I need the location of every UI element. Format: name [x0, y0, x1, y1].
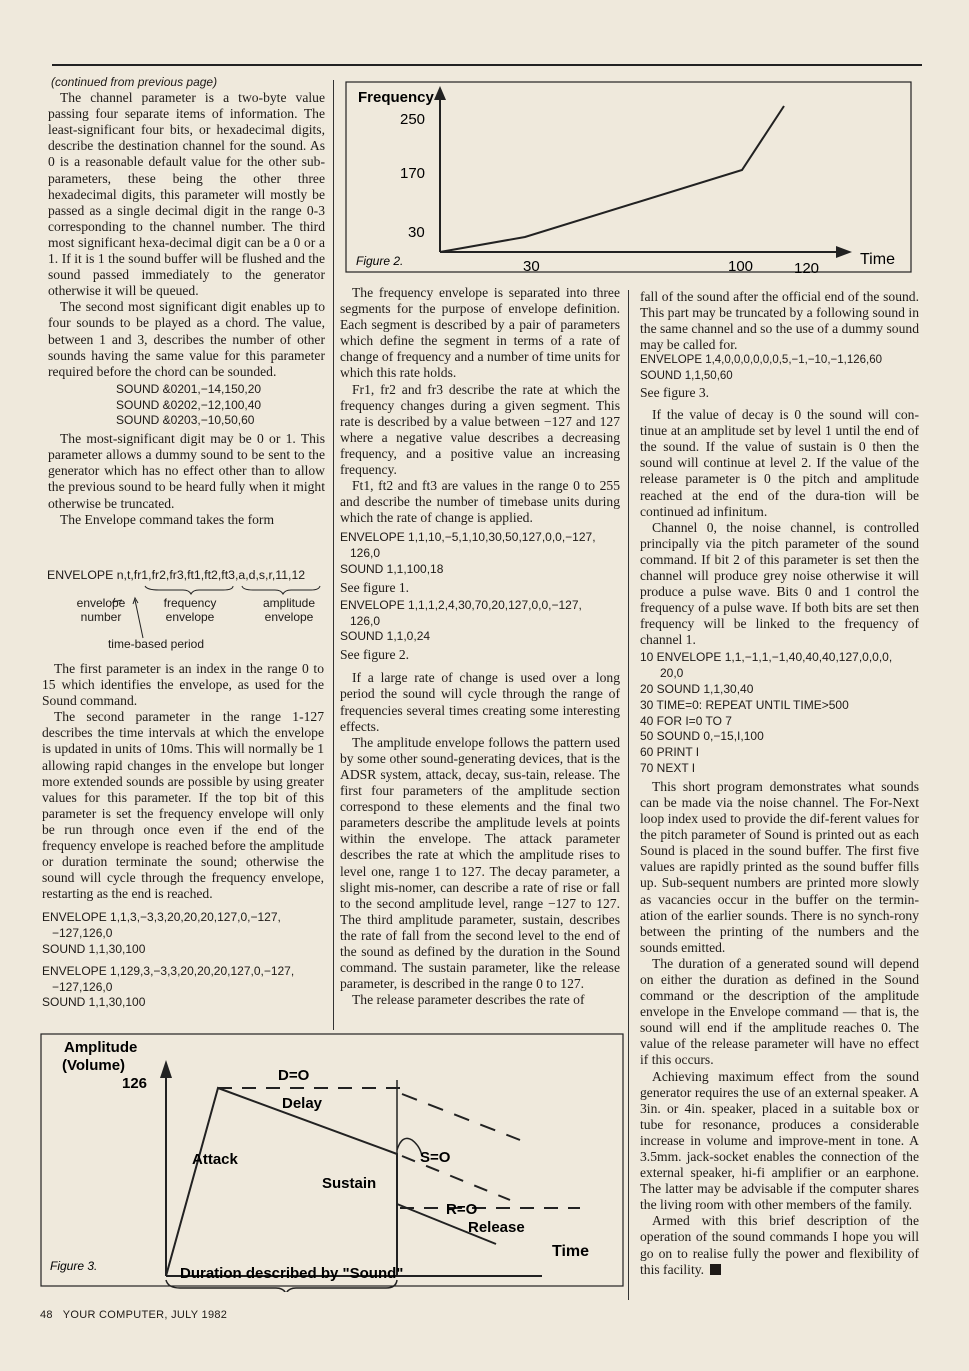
paragraph: Achieving maximum effect from the sound generator requires the use of an external speaker. A 3in. or 4in. speaker, placed in a suitable box or tube for resonance, produces a considerable increase in volume and improve-ment in tone. A 3.5mm. jack-socket enables the connection of the external speaker, hi-fi amplifier or an earphone. The latter may be advisable if the computer shares the living room with other members of the family. [640, 1068, 919, 1213]
code-block: ENVELOPE 1,1,3,−3,3,20,20,20,127,0,−127, −127,126,0 SOUND 1,1,30,100 [42, 910, 281, 956]
y-tick-126: 126 [122, 1075, 148, 1092]
label-release: Release [468, 1219, 525, 1236]
bracket-frequency [145, 586, 233, 594]
continued-note: (continued from previous page) [51, 75, 218, 89]
figure-2-frame [346, 82, 911, 272]
column-1-lower [42, 661, 324, 1013]
label-amplitude-envelope: amplitude envelope [262, 596, 316, 624]
paragraph: The Envelope command takes the form [60, 511, 275, 527]
column-2 [340, 285, 620, 1008]
label-decay: Delay [282, 1095, 323, 1112]
label-envelope-number: envelope number [76, 596, 126, 624]
label-s0: S=O [420, 1149, 451, 1166]
y-tick-30: 30 [408, 224, 425, 241]
label-attack: Attack [192, 1151, 238, 1168]
paragraph: The channel parameter is a two-byte value passing four separate items of information. The least-significant four bits, or hexadecimal digits, describe the destination channel for the sound. As 0 is a reasonable default value for the other sub-parameters, these being the other three hexadecimal digits, this parameter will mostly be passed as a single decimal digit in the range 0-3 corresponding to the channel number. The third most significant hexa-decimal digit can be a 0 or a 1. If it is 1 the sound buffer will be flushed and the sound passed immediately to the generator otherwise it will be queued. [48, 90, 325, 299]
label-frequency-envelope: frequency envelope [163, 596, 217, 624]
paragraph: Ft1, ft2 and ft3 are values in the range 0 to 255 and describe the number of timebase units during which the rate of change is applied. [340, 478, 620, 526]
y-axis-arrow [160, 1060, 172, 1078]
figure-reference: See figure 2. [340, 647, 410, 663]
line-time-period [135, 600, 143, 638]
label-r0: R=O [446, 1201, 478, 1218]
label-time-based-period: time-based period [107, 637, 205, 651]
paragraph: The frequency envelope is separated into three segments for the purpose of envelope definition. Each segment is described by a pair of parameters which define the segment in terms of a rate of change of frequency and a number of time units for which this rate holds. [340, 285, 620, 381]
paragraph: The second parameter in the range 1-127 describes the time intervals at which the envelope is updated in units of 10ms. This will normally be 1 allowing rapid changes in the envelope but longer more extended sounds are possible by using greater values for this parameter. If the top bit of this parameter is set the frequency envelope will only be run through once even if the end of the frequency envelope is reached before the amplitude or duration terminate the sound; otherwise the sound will cycle through the frequency envelope, restarting as the end is reached. [42, 709, 324, 902]
code-block: ENVELOPE 1,129,3,−3,3,20,20,20,127,0,−127, −127,126,0 SOUND 1,1,30,100 [42, 963, 295, 1010]
label-duration: Duration described by "Sound" [180, 1265, 404, 1282]
envelope-command: ENVELOPE n,t,fr1,fr2,fr3,ft1,ft2,ft3,a,d,s,r,11,12 [47, 568, 306, 582]
end-mark [710, 1264, 721, 1275]
x-tick-120: 120 [794, 260, 820, 277]
x-axis-label: Time [860, 251, 895, 268]
figure-reference: See figure 3. [640, 384, 710, 400]
label-sustain: Sustain [322, 1175, 377, 1192]
y-tick-250: 250 [400, 111, 426, 128]
bracket-amplitude [242, 586, 320, 594]
frequency-curve [440, 106, 784, 252]
paragraph: If a large rate of change is used over a long period the sound will cycle through the range of frequencies several times creating some interesting effects. [340, 670, 620, 734]
closing-text: Armed with this brief description of the operation of the sound commands I hope you will go on to realise fully the power and flexibility of this facility. [640, 1213, 919, 1277]
paragraph: If the value of decay is 0 the sound will con-tinue at an amplitude set by level 1 until the end of the sound. If the value of sustain is 0 then the sound will continue at level 2. If the value of the release parameter is 0 the pitch and amplitude reached at the end of the dura-tion will be continued ad infinitum. [640, 407, 919, 519]
envelope-syntax-diagram [47, 564, 337, 654]
y-axis-label-2: (Volume) [62, 1057, 126, 1074]
code-block: ENVELOPE 1,1,10,−5,1,10,30,50,127,0,0,−127, 126,0 SOUND 1,1,100,18 [340, 530, 596, 576]
paragraph: The second most significant digit enables up to four sounds to be played as a chord. The value, between 1 and 3, describes the number of other sounds having the same value for this parameter required before the chord can be sounded. [48, 299, 325, 379]
y-tick-170: 170 [400, 165, 426, 182]
paragraph: Channel 0, the noise channel, is controlled principally via the pitch parameter of the sound command. If bit 2 of this parameter is set then the channel will produce grey noise otherwise it will produce a pulse wave. Bits 0 and 1 control the frequency of a pulse wave. If both bits are set then frequency will be linked to the frequency of channel 1. [640, 519, 919, 648]
figure-3-frame [41, 1034, 623, 1286]
y-axis-arrow [434, 86, 446, 100]
figure-3 [40, 1032, 635, 1292]
code-block: SOUND &0201,−14,150,20 SOUND &0202,−12,100,40 SOUND &0203,−10,50,60 [116, 381, 262, 428]
paragraph: The release parameter describes the rate of [352, 992, 585, 1008]
sustain-extension-dashed [402, 1156, 510, 1200]
figure-2 [340, 74, 920, 284]
figure-reference: See figure 1. [340, 579, 410, 595]
paragraph: Fr1, fr2 and fr3 describe the rate at which the frequency changes during a given segment. This rate is described by a value between −127 and 127 where a negative value describes a decreasing frequency, and a positive value an increasing frequency. [340, 381, 620, 478]
column-1 [48, 74, 325, 528]
paragraph: This short program demonstrates what sounds can be made via the noise channel. The For-Next loop index used to provide the dif-ferent values for the pitch parameter of Sound is printed out as each Sound is placed in the sound buffer. The first five values are rapidly printed as the sound buffer fills up. Sub-sequent numbers are printed more slowly as vacancies occur in the buffer on the termin-ation of the earlier sounds. There is no synch-rony between the printing of the numbers and the sounds emitted. [640, 778, 919, 955]
x-tick-100: 100 [728, 258, 754, 275]
paragraph: fall of the sound after the official end of the sound. This part may be truncated by a following sound in the same channel and so the use of a dummy sound may be called for. [640, 289, 919, 353]
paragraph: The most-significant digit may be 0 or 1. This parameter allows a dummy sound to be sent to the generator which has no effect other than to allow the previous sound to be heard fully when it might otherwise be truncated. [48, 431, 325, 511]
top-rule [52, 64, 922, 66]
x-tick-30: 30 [523, 258, 540, 275]
x-axis-arrow [836, 246, 852, 258]
column-divider-left [333, 80, 334, 1030]
figure-2-caption: Figure 2. [356, 254, 404, 268]
paragraph: The amplitude envelope follows the pattern used by some other sound-generating devices, that is the ADSR system, attack, decay, sus-tain, release. The first four parameters of the amplitude section correspond to these elements and the final two parameters describe the amplitude levels at points within the envelope. The attack parameter describes the rate at which the amplitude rises to level one, range 1 to 127. The decay parameter, a slight mis-nomer, can describe a rate of rise or fall to the second amplitude level, range −127 to 127. The third amplitude parameter, sustain, describes the rate of fall from the second level to the end of the sound as defined by the duration in the Sound command. The sustain parameter, like the release parameter, is described in the range 0 to 127. [340, 734, 620, 992]
sustain-zero-curve [397, 1138, 422, 1156]
code-block: ENVELOPE 1,1,1,2,4,30,70,20,127,0,0,−127, 126,0 SOUND 1,1,0,24 [340, 597, 582, 644]
label-d0: D=O [278, 1067, 310, 1084]
figure-3-caption: Figure 3. [50, 1259, 98, 1273]
y-axis-label-1: Amplitude [64, 1039, 138, 1056]
paragraph: The duration of a generated sound will depend on either the duration as defined in the Sound command or the description of the amplitude envelope in the Envelope command — that is, the sound will end if the amplitude reaches 0. The value of the release parameter will have no effect if this occurs. [640, 955, 919, 1068]
paragraph: The first parameter is an index in the range 0 to 15 which identifies the envelope, as used for the Sound command. [42, 661, 324, 709]
decay-extension-dashed [402, 1094, 520, 1140]
page-footer: 48 YOUR COMPUTER, JULY 1982 [40, 1309, 228, 1321]
code-block: ENVELOPE 1,4,0,0,0,0,0,0,5,−1,−10,−1,126,60 SOUND 1,1,50,60 [640, 354, 882, 383]
paragraph [640, 1213, 919, 1277]
column-3 [640, 289, 919, 1278]
code-block: 10 ENVELOPE 1,1,−1,1,−1,40,40,40,127,0,0,0, 20,0 20 SOUND 1,1,30,40 30 TIME=0: REPEAT UNTIL TIME>500 40 FOR I=0 TO 7 50 SOUND 0,−15,I,100 60 PRINT I 70 NEXT I [640, 650, 893, 776]
y-axis-label: Frequency [358, 89, 434, 106]
label-time: Time [552, 1243, 590, 1260]
